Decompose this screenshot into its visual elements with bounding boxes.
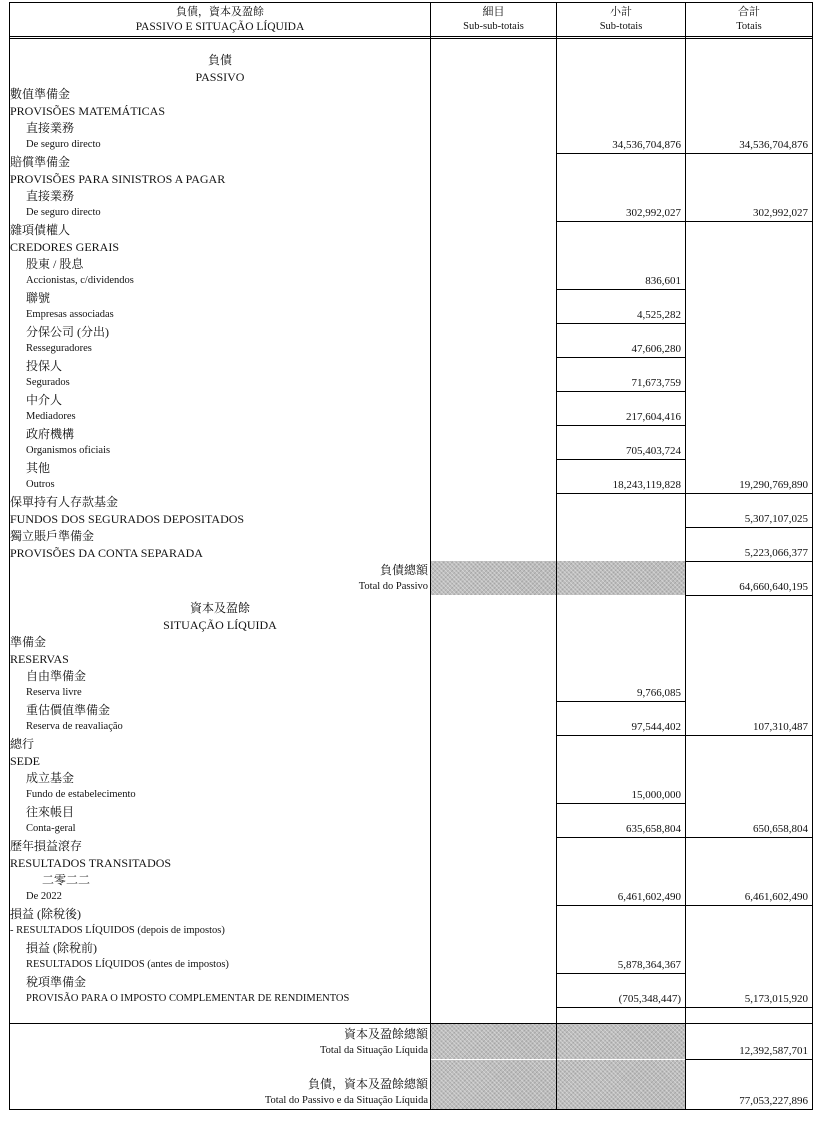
frame-top [9,2,813,3]
subtotal-value: 836,601 [645,275,681,287]
value-underline [557,493,686,494]
value-underline [686,1007,813,1008]
section-heading: PASSIVO [195,70,245,84]
total-situacao-liquida-zh: 資本及盈餘總額 [343,1027,428,1041]
row-label: Conta-geral [26,823,76,834]
section-heading: 資本及盈餘 [189,601,250,615]
total-situacao-liquida-value: 12,392,587,701 [739,1045,808,1057]
value-underline [686,221,813,222]
header-col4-pt: Totais [736,21,762,32]
value-underline [557,289,686,290]
subtotal-value: 18,243,119,828 [612,479,681,491]
row-label: 自由準備金 [26,669,87,683]
total-value: 5,173,015,920 [744,993,808,1005]
row-label: Resseguradores [26,343,92,354]
subtotal-value: 9,766,085 [637,687,681,699]
subtotal-value: 302,992,027 [626,207,681,219]
row-label: 中介人 [26,393,63,407]
row-label: Reserva de reavaliação [26,721,123,732]
frame-bottom [9,1109,813,1110]
subtotal-value: 5,878,364,367 [617,959,681,971]
totals-shade-col3-a [557,1024,685,1059]
row-label: 往來帳目 [26,805,75,819]
value-underline [557,153,686,154]
row-label: PROVISÕES MATEMÁTICAS [10,104,166,118]
total-value: 302,992,027 [753,207,808,219]
row-label: Reserva livre [26,687,82,698]
value-underline [557,1007,686,1008]
row-label: Segurados [26,377,70,388]
value-underline [557,735,686,736]
totals-shade-col3-b [557,1060,685,1109]
row-label: 保單持有人存款基金 [10,495,119,509]
frame-right [812,2,813,1110]
row-label: 損益 (除稅前) [26,941,97,955]
total-value: 5,223,066,377 [744,547,808,559]
value-underline [686,561,813,562]
header-col2-pt: Sub-sub-totais [463,21,524,32]
row-label: Fundo de estabelecimento [26,789,136,800]
subtotal-value: 705,403,724 [626,445,681,457]
row-label: 二零二二 [42,873,91,887]
row-label: De 2022 [26,891,62,902]
row-label: 損益 (除稅後) [10,907,81,921]
row-label: 歷年損益滾存 [10,839,83,853]
total-situacao-liquida-underline [686,1059,813,1060]
row-label: Accionistas, c/dividendos [26,275,134,286]
subtotal-value: 47,606,280 [631,343,681,355]
row-label: 其他 [26,461,51,475]
section-heading: 負債 [207,53,232,67]
total-passivo-situacao-pt: Total do Passivo e da Situação Líquida [264,1095,428,1106]
subtotal-value: 217,604,416 [626,411,681,423]
value-underline [557,803,686,804]
value-underline [686,527,813,528]
row-label: 數值準備金 [10,87,71,101]
row-label: RESULTADOS LÍQUIDOS (antes de impostos) [26,959,229,970]
value-underline [686,153,813,154]
row-label: Mediadores [26,411,76,422]
row-label: 賠償準備金 [10,155,71,169]
row-label: 重估價值準備金 [26,703,111,717]
total-value: 6,461,602,490 [744,891,808,903]
totals-shade-col2-a [431,1024,556,1059]
value-underline [557,221,686,222]
total-value: 19,290,769,890 [739,479,808,491]
row-label: CREDORES GERAIS [10,240,120,254]
section-heading: SITUAÇÃO LÍQUIDA [163,618,277,632]
header-underline [9,36,813,37]
value-underline [686,837,813,838]
shade-col3 [557,561,685,578]
value-underline [557,701,686,702]
row-label: 總行 [10,737,35,751]
subtotal-value: (705,348,447) [618,993,681,1005]
row-label: De seguro directo [26,139,101,150]
row-label: 分保公司 (分出) [26,325,109,339]
frame-col3 [556,2,557,1110]
total-passivo-situacao-zh: 負債，資本及盈餘總額 [307,1077,428,1091]
subtotal-value: 97,544,402 [631,721,681,733]
total-value: 107,310,487 [753,721,808,733]
row-label: PROVISÕES DA CONTA SEPARADA [10,546,203,560]
value-underline [557,425,686,426]
header-col2-zh: 細目 [482,6,505,18]
row-label: 成立基金 [26,771,75,785]
row-label: 投保人 [26,359,63,373]
row-label: 股東 / 股息 [26,257,84,271]
shade-col2 [431,578,556,595]
header-col3-pt: Sub-totais [599,21,643,32]
shade-col2 [431,561,556,578]
row-label: Organismos oficiais [26,445,111,456]
row-label: 負債總額 [379,563,428,577]
subtotal-value: 71,673,759 [631,377,681,389]
total-value: 64,660,640,195 [739,581,808,593]
row-label: 直接業務 [26,121,75,135]
totals-shade-col2-b [431,1060,556,1109]
row-label: PROVISÃO PARA O IMPOSTO COMPLEMENTAR DE RENDIMENTOS [26,993,350,1004]
row-label: FUNDOS DOS SEGURADOS DEPOSITADOS [10,512,245,526]
row-label: SEDE [10,754,40,768]
value-underline [686,735,813,736]
row-label: PROVISÕES PARA SINISTROS A PAGAR [10,172,226,186]
row-label: 雜項債權人 [10,223,71,237]
row-label: 直接業務 [26,189,75,203]
row-label: - RESULTADOS LÍQUIDOS (depois de impostos) [10,925,225,936]
row-label: De seguro directo [26,207,101,218]
subtotal-value: 15,000,000 [631,789,681,801]
row-label: Total do Passivo [358,581,428,592]
row-label: 獨立賬戶準備金 [10,529,95,543]
total-value: 5,307,107,025 [744,513,808,525]
subtotal-value: 34,536,704,876 [612,139,681,151]
header-col1-zh: 負債，資本及盈餘 [176,6,264,18]
row-label: RESERVAS [10,652,69,666]
subtotal-value: 635,658,804 [626,823,681,835]
value-underline [686,493,813,494]
value-underline [686,595,813,596]
total-situacao-liquida-pt: Total da Situação Líquida [319,1045,428,1056]
total-passivo-situacao-value: 77,053,227,896 [739,1095,808,1107]
row-label: 政府機構 [26,427,75,441]
row-label: RESULTADOS TRANSITADOS [10,856,172,870]
header-col4-zh: 合計 [738,6,760,18]
row-label: 稅項準備金 [26,975,87,989]
row-label: Empresas associadas [26,309,114,320]
row-label: 準備金 [10,635,47,649]
header-col3-zh: 小計 [610,6,632,18]
value-underline [557,323,686,324]
header-col1-pt: PASSIVO E SITUAÇÃO LÍQUIDA [135,21,305,33]
subtotal-value: 6,461,602,490 [617,891,681,903]
header-underline-2 [9,38,813,39]
value-underline [557,391,686,392]
subtotal-value: 4,525,282 [637,309,681,321]
totals-separator [9,1023,813,1024]
value-underline [557,837,686,838]
shade-col3 [557,578,685,595]
total-value: 650,658,804 [753,823,808,835]
value-underline [557,973,686,974]
row-label: Outros [26,479,55,490]
value-underline [557,357,686,358]
frame-col2 [430,2,431,1110]
value-underline [557,905,686,906]
row-label: 聯號 [26,291,51,305]
value-underline [557,459,686,460]
total-value: 34,536,704,876 [739,139,808,151]
value-underline [686,905,813,906]
